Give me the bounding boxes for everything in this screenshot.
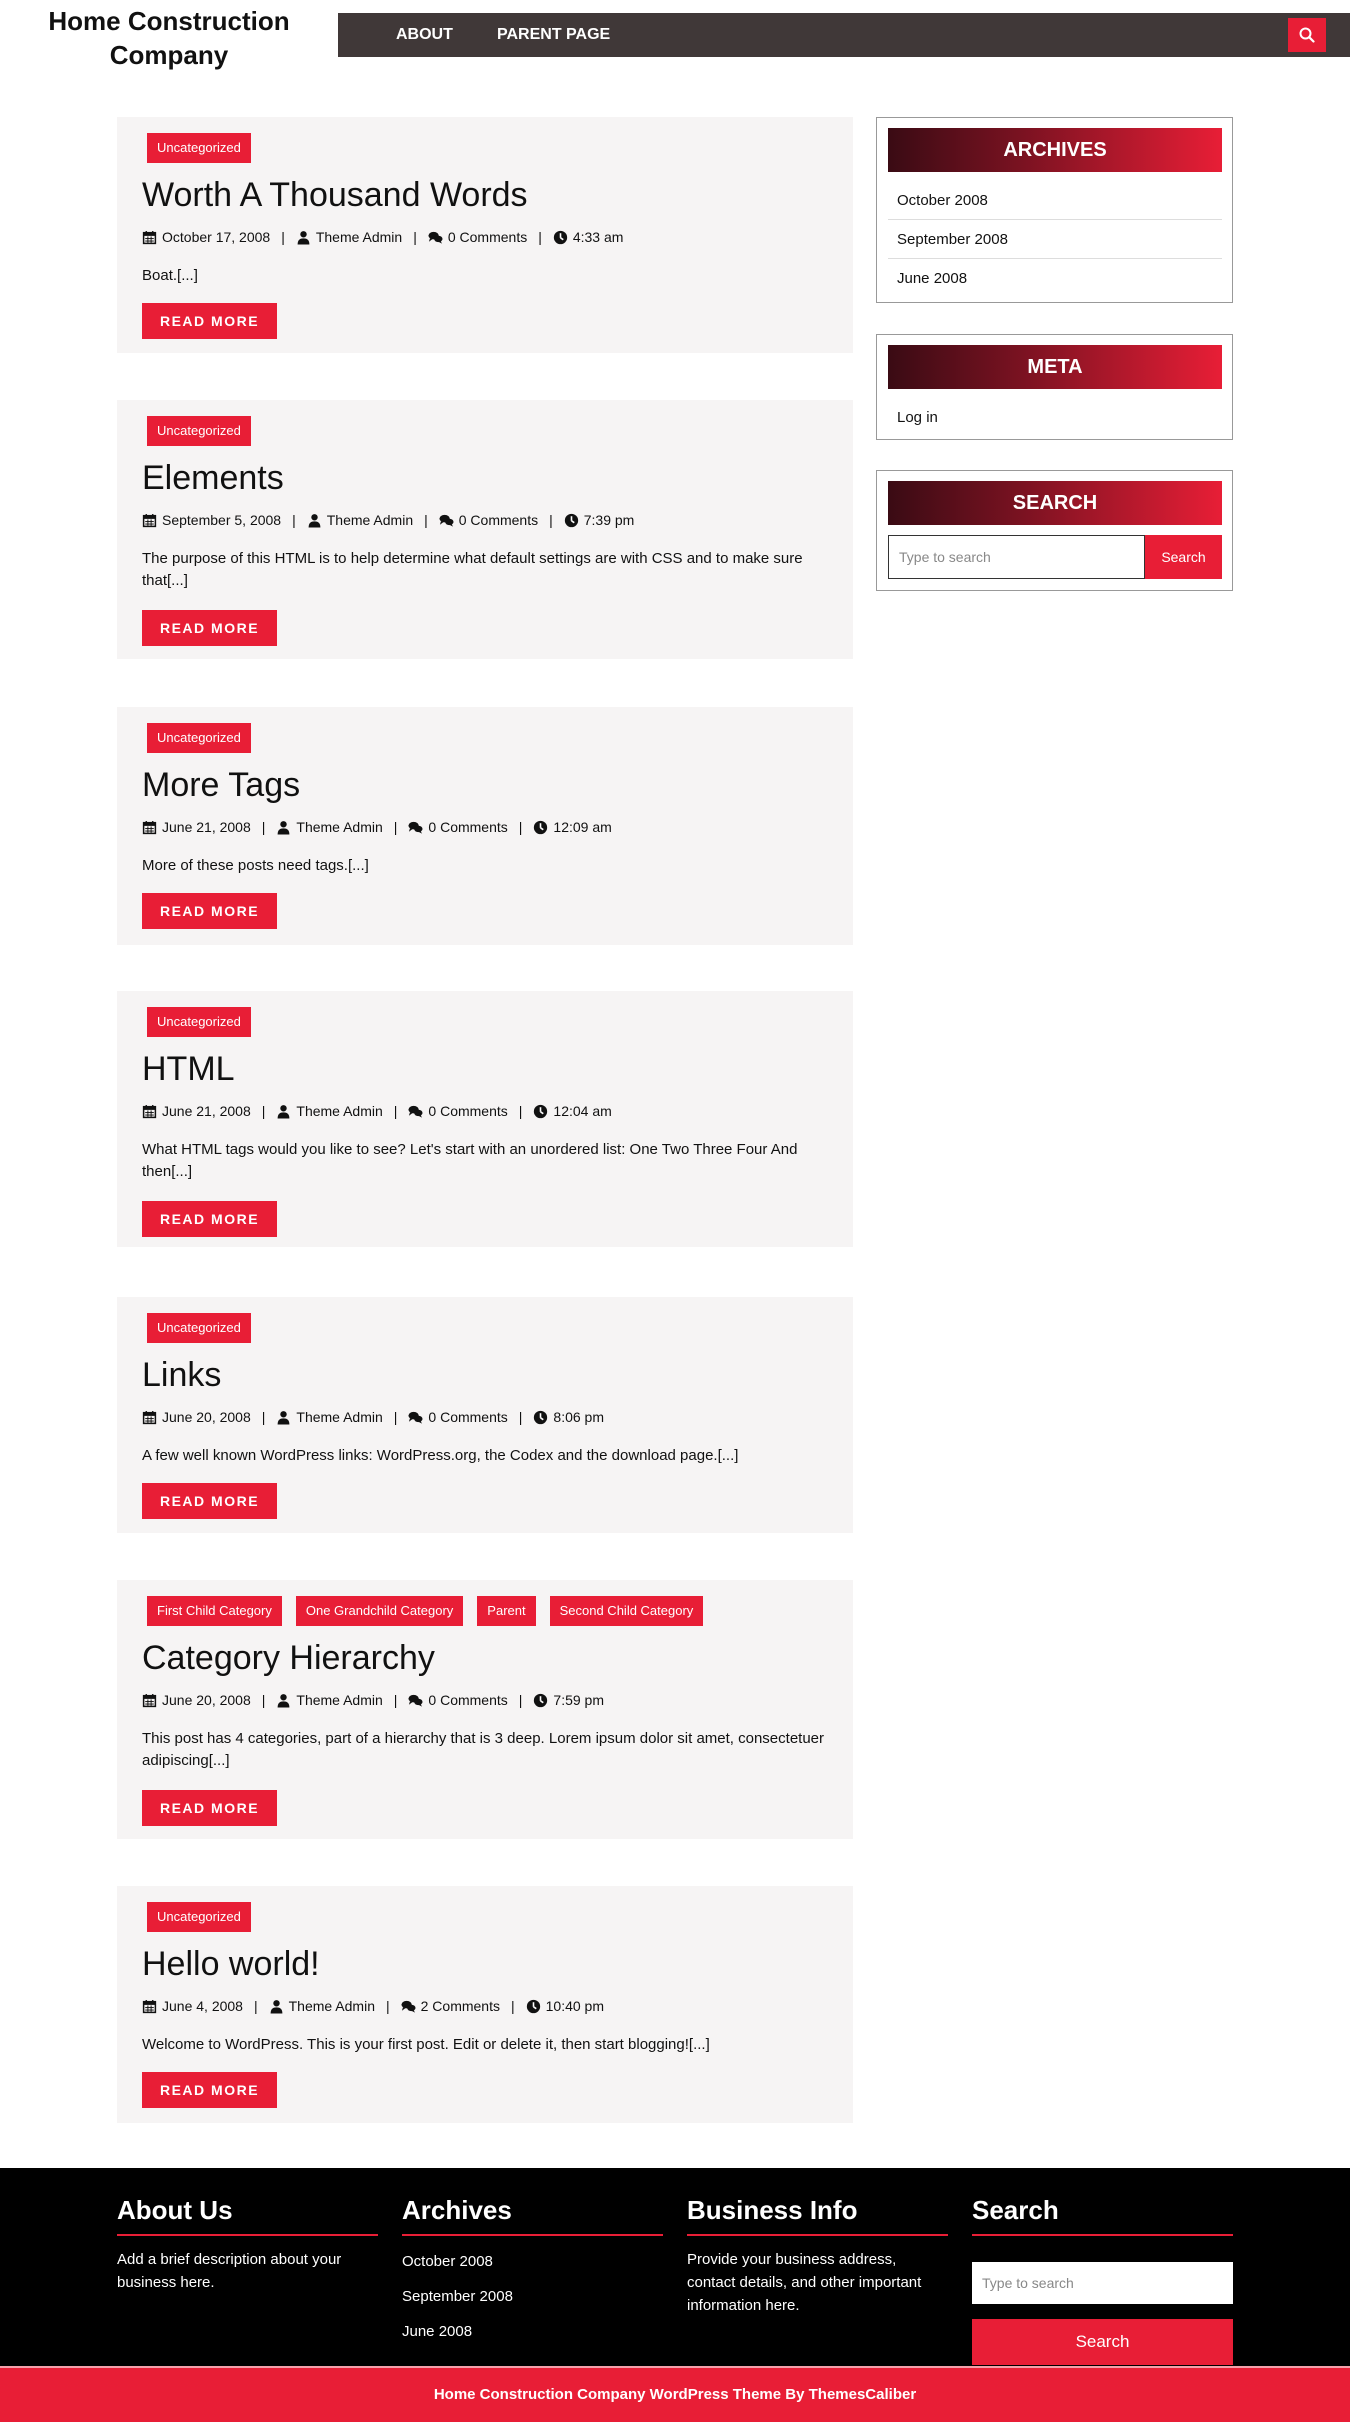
post-meta [142, 1102, 612, 1120]
footer-about [117, 2192, 378, 2294]
footer-search [972, 2192, 1233, 2366]
post-title[interactable]: More Tags [142, 766, 301, 804]
footer-business-info [687, 2192, 948, 2317]
meta-separator: | [393, 1409, 398, 1425]
post-author[interactable]: Theme Admin [296, 1103, 383, 1119]
read-more-button[interactable]: READ MORE [142, 610, 277, 646]
clock-icon [533, 1410, 548, 1425]
post-author[interactable]: Theme Admin [288, 1998, 375, 2014]
post-card [117, 1297, 853, 1533]
footer-search-input[interactable] [972, 2262, 1233, 2304]
footer-archives-list [402, 2250, 663, 2355]
read-more-button[interactable]: READ MORE [142, 1201, 277, 1237]
site-title[interactable]: Home Construction Company [48, 6, 290, 70]
comments-icon [408, 820, 423, 835]
category-badge[interactable]: Parent [477, 1596, 535, 1626]
meta-widget [876, 334, 1233, 440]
post-date[interactable]: June 20, 2008 [162, 1409, 251, 1425]
meta-separator: | [393, 819, 398, 835]
clock-icon [533, 1104, 548, 1119]
post-meta [142, 1408, 604, 1426]
meta-list [888, 398, 1222, 437]
meta-separator: | [281, 229, 285, 245]
copyright-bar [0, 2366, 1350, 2422]
meta-separator: | [518, 819, 523, 835]
footer-archives-title: Archives [402, 2195, 512, 2225]
meta-separator: | [385, 1998, 390, 2014]
footer-about-text: Add a brief description about your business here. [117, 2251, 342, 2291]
post-time: 7:59 pm [553, 1692, 604, 1708]
footer [0, 2168, 1350, 2366]
post-comments[interactable]: 0 Comments [458, 512, 539, 528]
footer-business-title: Business Info [687, 2195, 858, 2225]
post-title[interactable]: Links [142, 1356, 222, 1394]
footer-search-button[interactable]: Search [972, 2319, 1233, 2365]
comments-icon [408, 1104, 423, 1119]
widget-title: SEARCH [888, 481, 1222, 525]
post-meta [142, 511, 634, 529]
nav-item-parent-page[interactable]: PARENT PAGE [497, 26, 611, 43]
post-date[interactable]: September 5, 2008 [162, 512, 282, 528]
post-meta [142, 1997, 604, 2015]
meta-separator: | [518, 1692, 523, 1708]
post-author[interactable]: Theme Admin [315, 229, 403, 245]
archives-widget [876, 117, 1233, 303]
comments-icon [408, 1693, 423, 1708]
archive-link[interactable]: October 2008 [888, 181, 1222, 220]
meta-separator: | [518, 1103, 523, 1119]
post-author[interactable]: Theme Admin [326, 512, 414, 528]
post-author[interactable]: Theme Admin [296, 1692, 383, 1708]
post-meta [142, 818, 612, 836]
user-icon [307, 513, 322, 528]
post-title[interactable]: HTML [142, 1050, 235, 1088]
post-author[interactable]: Theme Admin [296, 819, 383, 835]
meta-separator: | [261, 1103, 266, 1119]
calendar-icon [142, 230, 157, 245]
calendar-icon [142, 820, 157, 835]
footer-divider [402, 2234, 663, 2236]
meta-separator: | [253, 1998, 258, 2014]
widget-title: ARCHIVES [888, 128, 1222, 172]
comments-icon [408, 1410, 423, 1425]
login-link[interactable]: Log in [897, 409, 938, 426]
user-icon [269, 1999, 284, 2014]
post-title[interactable]: Worth A Thousand Words [142, 176, 528, 214]
category-badge[interactable]: Uncategorized [147, 1313, 251, 1343]
post-categories [147, 133, 251, 163]
post-excerpt: This post has 4 categories, part of a hierarchy that is 3 deep. Lorem ipsum dolor sit amet, consectetuer adipiscing[...] [142, 1730, 825, 1769]
user-icon [296, 230, 311, 245]
post-card [117, 117, 853, 353]
post-author[interactable]: Theme Admin [296, 1409, 383, 1425]
post-excerpt: More of these posts need tags.[...] [142, 857, 369, 874]
clock-icon [526, 1999, 541, 2014]
main-navigation [338, 13, 1350, 57]
post-date[interactable]: June 20, 2008 [162, 1692, 251, 1708]
post-time: 12:09 am [553, 819, 612, 835]
footer-divider [687, 2234, 948, 2236]
post-meta [142, 228, 623, 246]
post-categories [147, 1596, 703, 1626]
footer-divider [972, 2234, 1233, 2236]
post-date[interactable]: June 21, 2008 [162, 1103, 251, 1119]
calendar-icon [142, 1999, 157, 2014]
post-card [117, 991, 853, 1247]
calendar-icon [142, 513, 157, 528]
post-date[interactable]: October 17, 2008 [162, 229, 271, 245]
post-time: 12:04 am [553, 1103, 612, 1119]
meta-separator: | [261, 1692, 266, 1708]
post-categories [147, 1902, 251, 1932]
meta-separator: | [393, 1103, 398, 1119]
post-time: 7:39 pm [583, 512, 635, 528]
read-more-button[interactable]: READ MORE [142, 1790, 277, 1826]
footer-divider [117, 2234, 378, 2236]
meta-separator: | [510, 1998, 515, 2014]
user-icon [276, 820, 291, 835]
post-excerpt: A few well known WordPress links: WordPress.org, the Codex and the download page.[...] [142, 1447, 739, 1464]
read-more-button[interactable]: READ MORE [142, 893, 277, 929]
post-card [117, 707, 853, 945]
post-card [117, 1580, 853, 1839]
meta-separator: | [538, 229, 542, 245]
widget-title: META [888, 345, 1222, 389]
post-time: 8:06 pm [553, 1409, 604, 1425]
search-widget [876, 470, 1233, 591]
post-comments[interactable]: 2 Comments [420, 1998, 500, 2014]
meta-separator: | [413, 229, 417, 245]
user-icon [276, 1410, 291, 1425]
archives-list [888, 181, 1222, 298]
read-more-button[interactable]: READ MORE [142, 303, 277, 339]
post-excerpt: Welcome to WordPress. This is your first post. Edit or delete it, then start blogging![...] [142, 2036, 710, 2053]
user-icon [276, 1104, 291, 1119]
comments-icon [428, 230, 443, 245]
post-categories [147, 723, 251, 753]
category-badge[interactable]: First Child Category [147, 1596, 282, 1626]
meta-separator: | [261, 1409, 266, 1425]
read-more-button[interactable]: READ MORE [142, 1483, 277, 1519]
meta-separator: | [261, 819, 266, 835]
clock-icon [553, 230, 568, 245]
footer-archives [402, 2192, 663, 2355]
clock-icon [533, 820, 548, 835]
post-title[interactable]: Category Hierarchy [142, 1639, 435, 1677]
clock-icon [533, 1693, 548, 1708]
nav-item-about[interactable]: ABOUT [396, 26, 453, 43]
post-categories [147, 416, 251, 446]
post-comments[interactable]: 0 Comments [428, 1103, 508, 1119]
post-card [117, 1886, 853, 2123]
post-time: 4:33 am [572, 229, 624, 245]
footer-archive-link[interactable]: October 2008 [402, 2253, 493, 2270]
meta-separator: | [393, 1692, 398, 1708]
footer-archive-link[interactable]: June 2008 [402, 2323, 473, 2340]
calendar-icon [142, 1693, 157, 1708]
sidebar-search-button[interactable]: Search [1145, 535, 1222, 579]
post-meta [142, 1691, 604, 1709]
post-categories [147, 1007, 251, 1037]
footer-business-text: Provide your business address, contact details, and other important information here. [687, 2251, 922, 2314]
post-title[interactable]: Elements [142, 459, 284, 497]
nav-search-button[interactable] [1288, 18, 1326, 52]
search-icon [1299, 27, 1315, 43]
category-badge[interactable]: Uncategorized [147, 1007, 251, 1037]
comments-icon [439, 513, 454, 528]
post-comments[interactable]: 0 Comments [428, 1692, 508, 1708]
post-date[interactable]: June 21, 2008 [162, 819, 251, 835]
post-excerpt: The purpose of this HTML is to help determine what default settings are with CSS and to make sure that[...] [142, 550, 803, 589]
post-comments[interactable]: 0 Comments [447, 229, 528, 245]
calendar-icon [142, 1104, 157, 1119]
archive-link[interactable]: June 2008 [897, 270, 968, 287]
footer-search-title: Search [972, 2195, 1059, 2225]
post-categories [147, 1313, 251, 1343]
comments-icon [401, 1999, 416, 2014]
post-excerpt: What HTML tags would you like to see? Let's start with an unordered list: One Two Three Four And then[...] [142, 1141, 798, 1180]
user-icon [276, 1693, 291, 1708]
footer-about-title: About Us [117, 2195, 233, 2225]
post-comments[interactable]: 0 Comments [428, 1409, 508, 1425]
calendar-icon [142, 1410, 157, 1425]
category-badge[interactable]: Second Child Category [550, 1596, 704, 1626]
footer-archive-link[interactable]: September 2008 [402, 2288, 513, 2305]
meta-separator: | [518, 1409, 523, 1425]
post-time: 10:40 pm [545, 1998, 604, 2014]
meta-separator: | [549, 512, 553, 528]
category-badge[interactable]: Uncategorized [147, 1902, 251, 1932]
sidebar-search-input[interactable] [888, 535, 1145, 579]
post-card [117, 400, 853, 659]
category-badge[interactable]: Uncategorized [147, 416, 251, 446]
category-badge[interactable]: One Grandchild Category [296, 1596, 463, 1626]
read-more-button[interactable]: READ MORE [142, 2072, 277, 2108]
copyright-text[interactable]: Home Construction Company WordPress Theme By ThemesCaliber [433, 2386, 917, 2403]
clock-icon [564, 513, 579, 528]
post-excerpt: Boat.[...] [142, 267, 198, 284]
archive-link[interactable]: September 2008 [888, 220, 1222, 259]
meta-separator: | [424, 512, 428, 528]
meta-separator: | [292, 512, 296, 528]
post-comments[interactable]: 0 Comments [428, 819, 508, 835]
post-title[interactable]: Hello world! [142, 1945, 320, 1983]
post-date[interactable]: June 4, 2008 [162, 1998, 243, 2014]
category-badge[interactable]: Uncategorized [147, 133, 251, 163]
category-badge[interactable]: Uncategorized [147, 723, 251, 753]
